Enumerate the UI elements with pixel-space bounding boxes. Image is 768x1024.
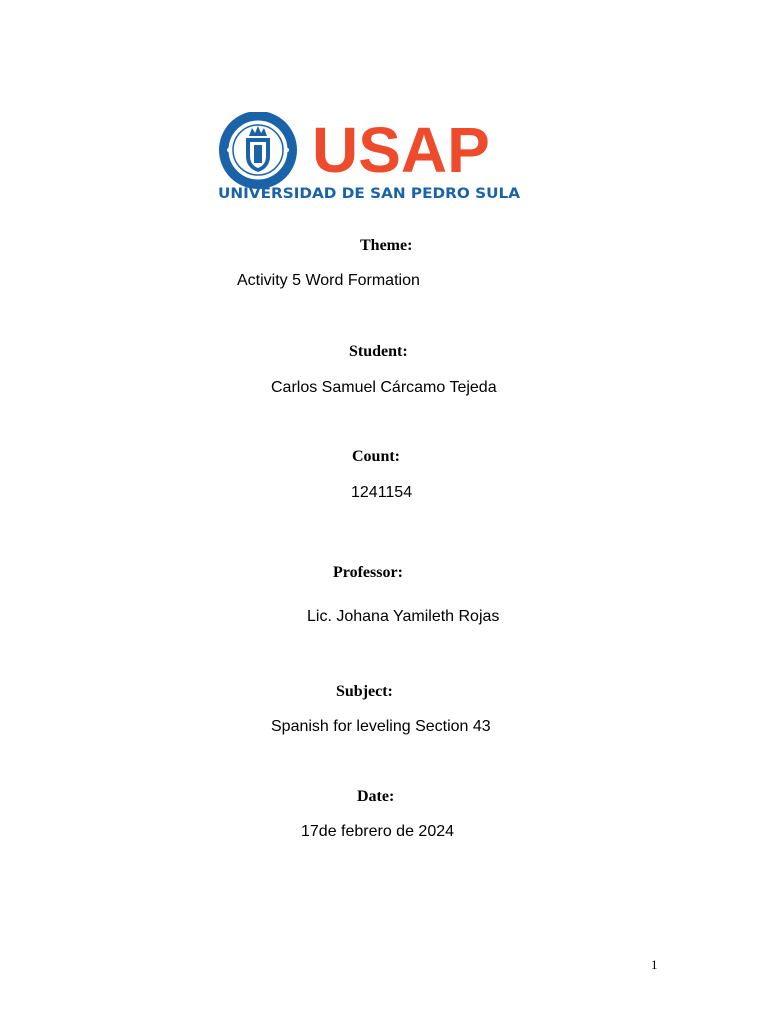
theme-value: Activity 5 Word Formation bbox=[237, 272, 420, 289]
student-value: Carlos Samuel Cárcamo Tejeda bbox=[271, 379, 497, 396]
count-value: 1241154 bbox=[351, 484, 413, 501]
theme-label: Theme: bbox=[360, 237, 413, 254]
subject-value: Spanish for leveling Section 43 bbox=[271, 718, 491, 735]
professor-value: Lic. Johana Yamileth Rojas bbox=[307, 608, 500, 625]
count-label: Count: bbox=[352, 448, 401, 465]
usap-logo-graphic bbox=[214, 112, 524, 204]
date-value: 17de febrero de 2024 bbox=[301, 823, 455, 840]
subject-label: Subject: bbox=[336, 683, 393, 700]
brand-wordmark: USAP bbox=[312, 114, 490, 186]
university-name: UNIVERSIDAD DE SAN PEDRO SULA bbox=[218, 185, 521, 202]
professor-label: Professor: bbox=[333, 564, 403, 581]
university-seal-icon bbox=[220, 112, 296, 188]
date-label: Date: bbox=[357, 788, 395, 805]
page-number: 1 bbox=[651, 957, 658, 972]
university-logo bbox=[214, 112, 524, 204]
student-label: Student: bbox=[349, 343, 408, 360]
